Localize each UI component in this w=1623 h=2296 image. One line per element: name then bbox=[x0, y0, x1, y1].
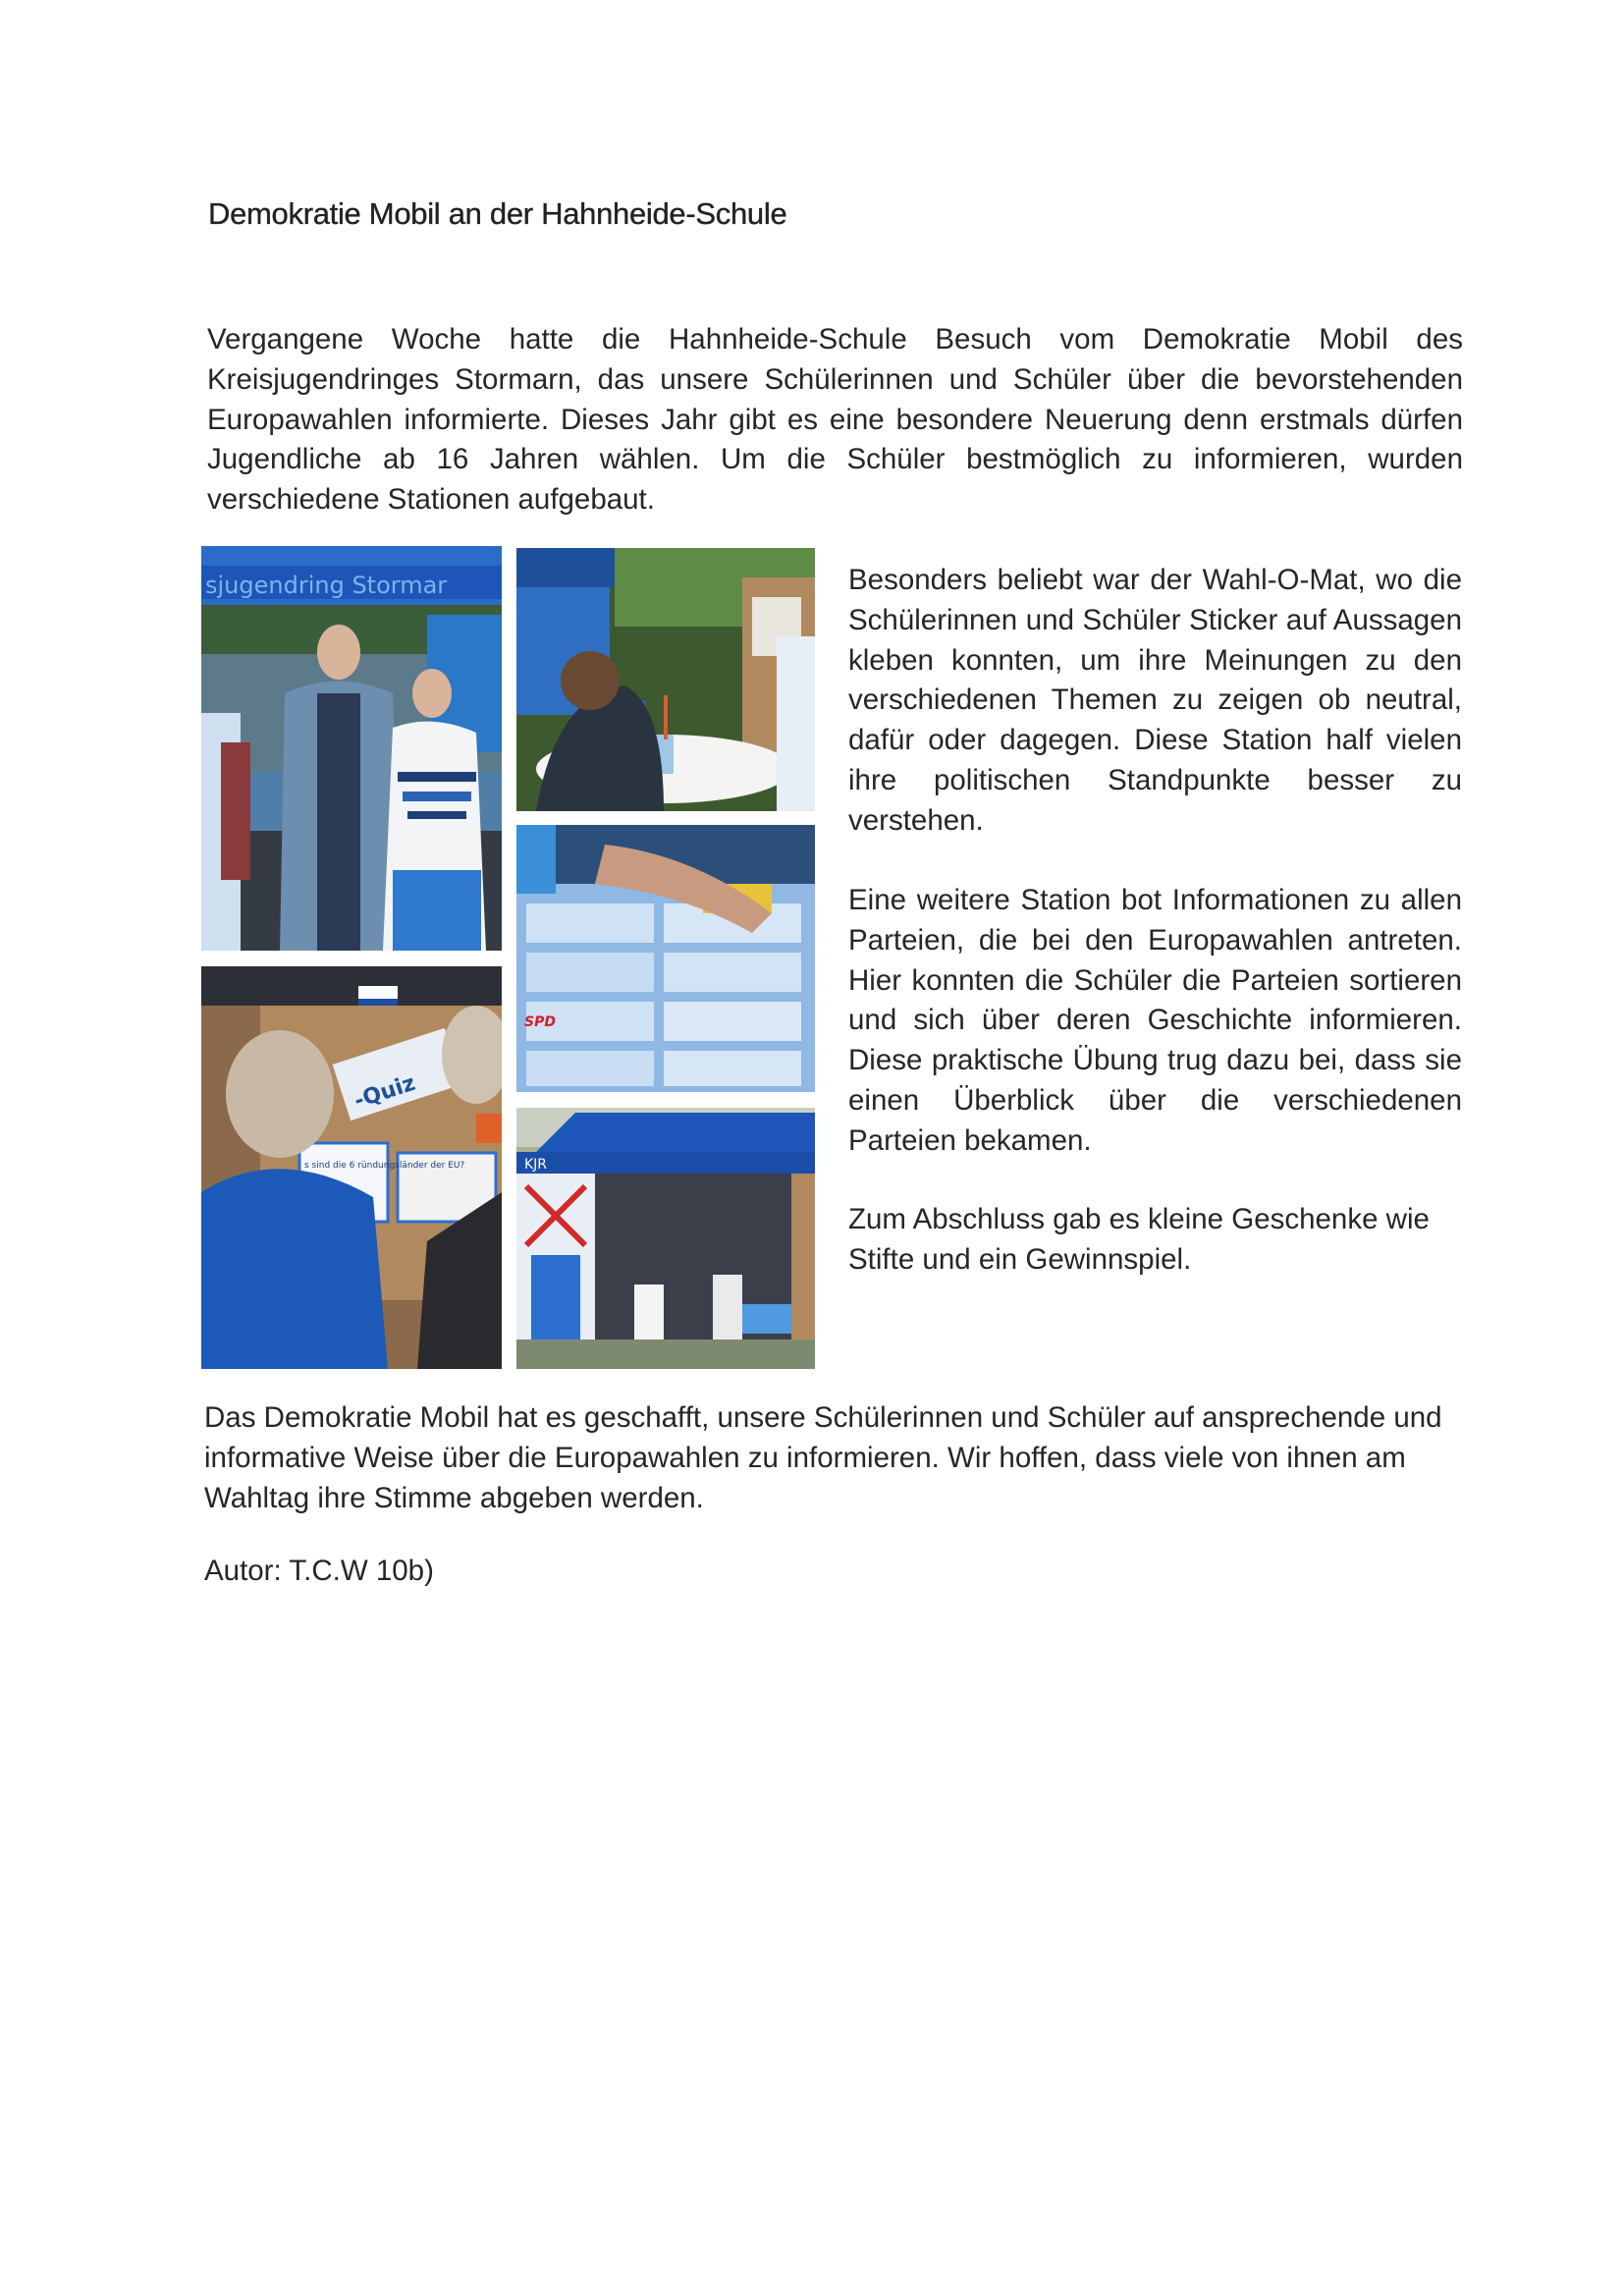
abschluss-paragraph: Zum Abschluss gab es kleine Geschenke wie Stifte und ein Gewinnspiel. bbox=[848, 1203, 1430, 1276]
author-line: Autor: T.C.W 10b) bbox=[204, 1555, 434, 1587]
tent-logo-text: KJR bbox=[524, 1157, 548, 1173]
photo-eu-quiz bbox=[201, 966, 502, 1369]
quiz-card-text: s sind die 6 ründungsländer der EU? bbox=[304, 1161, 465, 1171]
quiz-sign-text: -Quiz bbox=[351, 1070, 419, 1115]
photo-party-posters bbox=[516, 825, 815, 1092]
article-title: Demokratie Mobil an der Hahnheide-Schule bbox=[208, 196, 787, 231]
tent-banner-text: sjugendring Stormar bbox=[205, 572, 448, 599]
photo-table-stickers bbox=[516, 548, 815, 811]
intro-paragraph: Vergangene Woche hatte die Hahnheide-Schule Besuch vom Demokratie Mobil des Kreisjugendringes Stormarn, das unsere Schülerinnen und Schüler über die bevorstehenden Europawahlen informierte. Dieses Jahr gibt es eine besondere Neuerung denn erstmals dürfen Jugendliche ab 16 Jahren wählen. Um die Schüler bestmöglich zu informieren, wurden verschiedene Stationen aufgebaut. bbox=[207, 323, 1463, 517]
photo-tent-outside bbox=[516, 1108, 815, 1369]
outro-paragraph: Das Demokratie Mobil hat es geschafft, unsere Schülerinnen und Schüler auf ansprechende und informative Weise über die Europawahlen zu informieren. Wir hoffen, dass viele von ihnen am Wahltag ihre Stimme abgeben werden. bbox=[204, 1401, 1442, 1514]
photo-tent-people bbox=[201, 546, 502, 951]
party-card-text: SPD bbox=[524, 1014, 556, 1030]
wahl-o-mat-paragraph: Besonders beliebt war der Wahl-O-Mat, wo die Schülerinnen und Schüler Sticker auf Aussagen kleben konnten, um ihre Meinungen zu den verschiedenen Themen zu zeigen ob neutral, dafür oder dagegen. Diese Station half vielen ihre politischen Standpunkte besser zu verstehen. bbox=[848, 564, 1462, 837]
parteien-station-paragraph: Eine weitere Station bot Informationen zu allen Parteien, die bei den Europawahlen antreten. Hier konnten die Schüler die Parteien sortieren und sich über deren Geschichte informieren. Diese praktische Übung trug dazu bei, dass sie einen Überblick über die verschiedenen Parteien bekamen. bbox=[848, 884, 1462, 1157]
